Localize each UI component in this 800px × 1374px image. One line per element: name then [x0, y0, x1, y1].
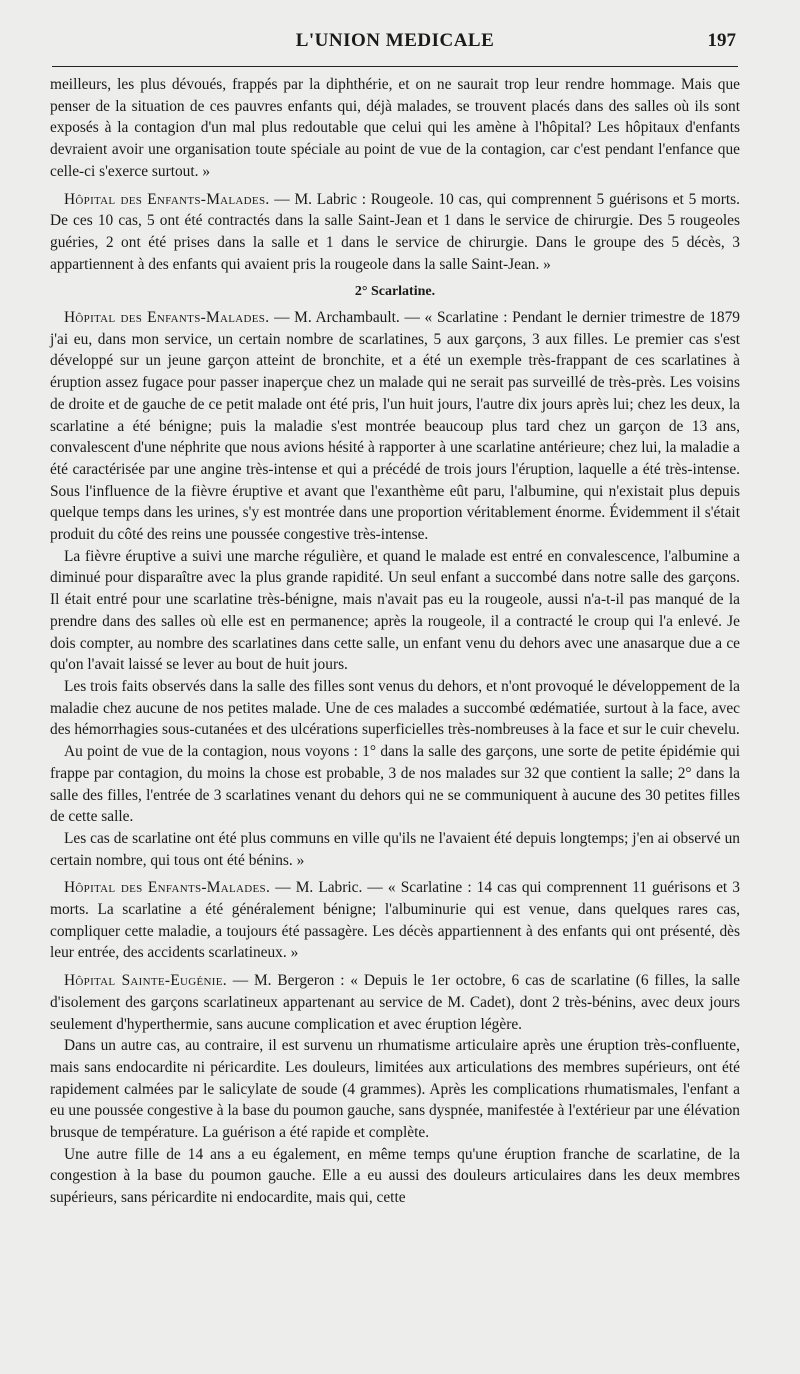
hospital-name: Hôpital des Enfants-Malades.	[64, 879, 271, 897]
paragraph-text: — M. Archambault. — « Scarlatine : Pendant le dernier trimestre de 1879 j'ai eu, dans mon service, un certain nombre de scarlatines, 5 aux garçons, 3 aux filles. Le premier cas s'est développé sur un jeune garçon atteint de bronchite, et a été un exemple très-frappant de ces scarlatines à éruption assez fugace pour passer inaperçue chez un malade qui ne serait pas surveillé de très-près. Les voisins de droite et de gauche de ce petit malade ont été pris, l'un huit jours, l'autre dix jours après lui; chez les deux, la scarlatine a été bénigne; puis la maladie s'est montrée beaucoup plus tard chez un garçon de 13 ans, convalescent d'une néphrite que nous avions hésité à rapporter à une scarlatine antérieure; chez lui, la maladie a été caractérisée par une angine très-intense et qui a précédé de trois jours l'éruption, laquelle a été très-intense. Sous l'influence de la fièvre éruptive et avant que l'exanthème eût paru, l'albumine, qui n'existait plus depuis quelque temps dans les urines, s'y est montrée dans une proportion véritablement énorme. Évidemment il s'était produit du côté des reins une poussée congestive très-intense.	[50, 309, 740, 544]
paragraph	[50, 877, 740, 964]
paragraph: La fièvre éruptive a suivi une marche régulière, et quand le malade est entré en convalescence, l'albumine a diminué pour disparaître avec la plus grande rapidité. Un seul enfant a succombé dans notre salle des garçons. Il était entré pour une scarlatine très-bénigne, mais n'avait pas eu la rougeole, aussi n'a-t-il pas manqué de la prendre dans des salles où elle est en permanence; après la rougeole, il a contracté le croup qui l'a enlevé. Je dois compter, au nombre des scarlatines dans cette salle, un enfant venu du dehors avec une anasarque due a ce qu'on l'avait laissé se lever au bout de huit jours.	[50, 547, 740, 674]
paragraph: Dans un autre cas, au contraire, il est survenu un rhumatisme articulaire après une éruption très-confluente, mais sans endocardite ni péricardite. Les douleurs, limitées aux articulations des membres supérieurs, ont été rapidement calmées par le salicylate de soude (4 grammes). Après les complications rhumatismales, l'enfant a eu une poussée congestive à la base du poumon gauche, sans dyspnée, manifestée à l'extérieur par une élévation brusque de température. La guérison a été rapide et complète.	[50, 1037, 740, 1142]
document-body	[50, 74, 740, 1209]
hospital-name: Hôpital des Enfants-Malades.	[64, 190, 270, 208]
section-heading: 2° Scarlatine.	[354, 284, 436, 300]
running-title: L'UNION MEDICALE	[295, 30, 495, 51]
paragraph: Les cas de scarlatine ont été plus communs en ville qu'ils ne l'avaient été depuis longtemps; j'en ai observé un certain nombre, qui tous ont été bénins. »	[50, 829, 740, 869]
paragraph	[50, 970, 740, 1035]
page-header	[50, 30, 740, 60]
paragraph: Les trois faits observés dans la salle des filles sont venus du dehors, et n'ont provoqué le développement de la maladie chez aucune de nos petites malade. Une de ces malades a succombé œdématiée, surtout à la face, avec des hémorrhagies sous-cutanées et des ulcérations superficielles très-nombreuses à la face et sur le cuir chevelu.	[50, 677, 740, 739]
header-rule	[52, 66, 738, 67]
paragraph-text: — M. Labric. — « Scarlatine : 14 cas qui comprennent 11 guérisons et 3 morts. La scarlatine a été généralement bénigne; l'albuminurie qui est venue, dans quelques rares cas, compliquer cette maladie, a toujours été passagère. Les décès appartiennent à des enfants qui ont présenté, dès leur entrée, des accidents scarlatineux. »	[50, 879, 740, 962]
paragraph-text: — M. Labric : Rougeole. 10 cas, qui comprennent 5 guérisons et 5 morts. De ces 10 cas, 5 ont été contractés dans la salle Saint-Jean et 1 dans le service de chirurgie. Des 5 rougeoles guéries, 2 ont été prises dans la salle et 1 dans le service de chirurgie. Dans le groupe des 5 décès, 3 appartiennent à des enfants qui avaient pris la rougeole dans la salle Saint-Jean. »	[50, 190, 740, 273]
page-number: 197	[707, 30, 736, 51]
hospital-name: Hôpital Sainte-Eugénie.	[64, 972, 227, 990]
paragraph: Au point de vue de la contagion, nous voyons : 1° dans la salle des garçons, une sorte de petite épidémie qui frappe par contagion, du moins la chose est probable, 3 de nos malades sur 32 que contient la salle; 2° dans la salle des filles, l'entrée de 3 scarlatines venant du dehors qui ne se communiquent à aucune des 30 petites filles de cette salle.	[50, 743, 740, 826]
paragraph-text: — M. Bergeron : « Depuis le 1er octobre, 6 cas de scarlatine (6 filles, la salle d'isolement des garçons scarlatineux appartenant au service de M. Cadet), dont 2 très-bénins, avec deux jours seulement d'hyperthermie, sans aucune complication et avec éruption légère.	[50, 972, 740, 1033]
paragraph: meilleurs, les plus dévoués, frappés par la diphthérie, et on ne saurait trop leur rendre hommage. Mais que penser de la situation de ces pauvres enfants qui, déjà malades, se trouvent placés dans des salles où ils sont exposés à la contagion d'un mal plus redoutable que celui qui les amène à l'hôpital? Les hôpitaux d'enfants devraient avoir une organisation toute spéciale au point de vue de la contagion, car c'est pendant l'enfance que celle-ci s'exerce surtout. »	[50, 76, 740, 180]
hospital-name: Hôpital des Enfants-Malades.	[64, 309, 270, 327]
paragraph	[50, 307, 740, 546]
paragraph: Une autre fille de 14 ans a eu également, en même temps qu'une éruption franche de scarlatine, de la congestion à la base du poumon gauche. Elle a eu aussi des douleurs articulaires dans les deux membres supérieurs, sans péricardite ni endocardite, mais qui, cette	[50, 1145, 740, 1207]
paragraph	[50, 189, 740, 276]
